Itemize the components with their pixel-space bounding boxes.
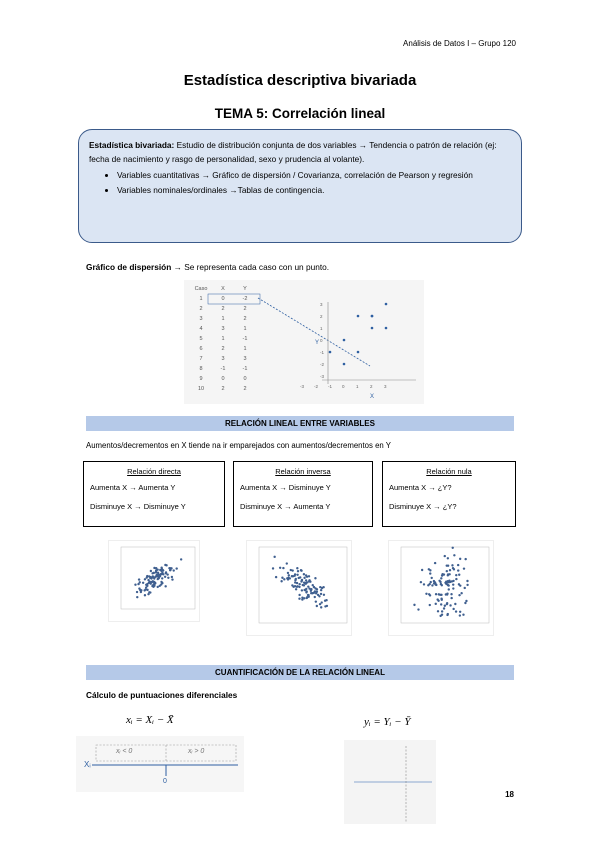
thumb-point — [149, 591, 151, 593]
thumb-point — [171, 576, 173, 578]
scatter-points — [329, 303, 388, 366]
thumb-point — [445, 583, 447, 585]
table-cell: -1 — [242, 336, 248, 342]
thumb-point — [435, 603, 437, 605]
thumb-point — [308, 575, 310, 577]
scatter-point — [357, 315, 360, 318]
table-cell: 2 — [221, 346, 225, 352]
thumb-point — [152, 580, 154, 582]
table-header-cell: X — [221, 286, 225, 292]
thumb-point — [173, 569, 175, 571]
thumb-point — [309, 580, 311, 582]
thumb-point — [447, 584, 449, 586]
thumb-point — [435, 593, 437, 595]
table-header-cell: Y — [243, 286, 247, 292]
relation-line: Disminuye X → ¿Y? — [389, 502, 457, 511]
x-axis-label: X — [370, 394, 375, 400]
table-cell: 1 — [221, 336, 225, 342]
thumb-point — [170, 567, 172, 569]
thumb-point — [434, 581, 436, 583]
y-tick-label: 2 — [320, 314, 323, 319]
thumb-point — [450, 597, 452, 599]
relation-direct-box — [83, 461, 225, 527]
thumb-point — [323, 594, 325, 596]
thumb-point — [449, 604, 451, 606]
thumb-point — [294, 579, 296, 581]
thumb-point — [136, 596, 138, 598]
thumb-point — [439, 615, 441, 617]
thumb-point — [464, 602, 466, 604]
thumb-point — [138, 578, 140, 580]
thumb-point — [452, 583, 454, 585]
relation-line: Disminuye X → Aumenta Y — [240, 502, 331, 511]
thumb-point — [455, 578, 457, 580]
thumb-point — [272, 567, 274, 569]
thumb-point — [296, 574, 298, 576]
y-axis-label: Y — [315, 340, 320, 346]
thumb-point — [145, 584, 147, 586]
thumb-point — [310, 590, 312, 592]
thumb-point — [153, 572, 155, 574]
scatter-point — [371, 327, 374, 330]
thumb-point — [423, 583, 425, 585]
thumb-point — [146, 576, 148, 578]
thumb-point — [431, 577, 433, 579]
section-band-relation: RELACIÓN LINEAL ENTRE VARIABLES — [86, 416, 514, 431]
table-cell: 2 — [243, 306, 247, 312]
thumb-point — [303, 573, 305, 575]
thumb-point — [449, 569, 451, 571]
thumb-point — [440, 594, 442, 596]
thumb-point — [298, 583, 300, 585]
y-tick-label: -2 — [320, 362, 325, 367]
thumb-point — [452, 547, 454, 549]
thumb-point — [155, 571, 157, 573]
thumb-point — [431, 584, 433, 586]
thumb-point — [305, 591, 307, 593]
table-cell: 10 — [197, 386, 205, 392]
thumb-point — [466, 580, 468, 582]
thumb-point — [296, 567, 298, 569]
thumb-point — [294, 581, 296, 583]
thumb-point — [315, 592, 317, 594]
y-tick-label: 0 — [320, 338, 323, 343]
table-cell: 1 — [199, 296, 203, 302]
thumb-point — [138, 587, 140, 589]
thumb-point — [421, 569, 423, 571]
thumb-point — [441, 574, 443, 576]
x-tick-label: -3 — [300, 384, 305, 389]
thumb-point — [301, 589, 303, 591]
thumb-point — [417, 608, 419, 610]
relation-line: Disminuye X → Disminuye Y — [90, 502, 186, 511]
thumb-point — [322, 586, 324, 588]
thumb-point — [286, 562, 288, 564]
table-cell: 2 — [221, 306, 225, 312]
scatter-label — [86, 262, 329, 272]
table-cell: 1 — [243, 326, 247, 332]
thumb-point — [413, 604, 415, 606]
thumb-point — [460, 592, 462, 594]
number-line — [76, 736, 244, 792]
y-diff-figure — [344, 740, 436, 824]
thumb-point — [454, 603, 456, 605]
scatter-label-text: → Se representa cada caso con un punto. — [171, 262, 330, 272]
thumb-point — [275, 576, 277, 578]
thumb-point — [465, 600, 467, 602]
number-line-figure — [76, 736, 244, 792]
x-tick-label: -1 — [328, 384, 333, 389]
relation-null-box — [382, 461, 516, 527]
relation-title: Relación nula — [426, 467, 472, 476]
thumb-point — [298, 594, 300, 596]
thumb-point — [429, 572, 431, 574]
thumb-point — [149, 577, 151, 579]
table-cell: -2 — [242, 296, 248, 302]
table-cell: 2 — [243, 386, 247, 392]
thumb-point — [175, 567, 177, 569]
thumb-point — [293, 575, 295, 577]
table-cell: 2 — [199, 306, 203, 312]
thumb-point — [297, 570, 299, 572]
thumb-point — [464, 587, 466, 589]
thumb-point — [459, 558, 461, 560]
thumb-point — [439, 581, 441, 583]
scatter-point — [385, 303, 388, 306]
thumb-point — [320, 589, 322, 591]
thumb-point — [314, 587, 316, 589]
thumb-point — [296, 585, 298, 587]
y-tick-label: 1 — [320, 326, 323, 331]
thumb-point — [155, 575, 157, 577]
table-cell: -1 — [220, 366, 226, 372]
thumb-point — [446, 570, 448, 572]
thumb-point — [164, 585, 166, 587]
thumb-point — [166, 573, 168, 575]
thumb-point — [287, 572, 289, 574]
table-cell: 1 — [221, 316, 225, 322]
thumb-point — [447, 573, 449, 575]
table-cell: 9 — [199, 376, 203, 382]
thumb-point — [155, 567, 157, 569]
thumb-point — [438, 593, 440, 595]
table-cell: 0 — [221, 296, 225, 302]
relation-title: Relación inversa — [275, 467, 331, 476]
x-tick-label: 3 — [384, 384, 387, 389]
thumb-point — [437, 600, 439, 602]
thumb-point — [451, 564, 453, 566]
thumb-point — [459, 614, 461, 616]
thumb-point — [161, 577, 163, 579]
thumb-point — [299, 576, 301, 578]
thumb-point — [168, 567, 170, 569]
intro-bullet: • Variables cuantitativas → Gráfico de dispersión / Covarianza, correlación de Pearson y regresión — [117, 168, 511, 182]
thumb-point — [462, 614, 464, 616]
course-header: Análisis de Datos I – Grupo 120 — [403, 39, 516, 48]
thumb-point — [320, 606, 322, 608]
thumb-point — [430, 581, 432, 583]
thumb-point — [281, 577, 283, 579]
thumb-point — [305, 583, 307, 585]
table-cell: 3 — [221, 356, 225, 362]
thumb-point — [325, 599, 327, 601]
highlight-row — [208, 294, 260, 304]
x-tick-label: 1 — [356, 384, 359, 389]
thumb-point — [171, 578, 173, 580]
thumb-point — [463, 567, 465, 569]
thumb-point — [464, 558, 466, 560]
thumb-point — [446, 602, 448, 604]
page-title: Estadística descriptiva bivariada — [183, 72, 417, 89]
thumb-point — [161, 582, 163, 584]
connector-line — [258, 298, 370, 366]
scatter-point — [371, 315, 374, 318]
neg-region-label: xᵢ < 0 — [116, 748, 133, 755]
y-tick-label: -1 — [320, 350, 325, 355]
scatter-point — [385, 327, 388, 330]
intro-text: Estudio de distribución conjunta de dos variables → Tendencia o patrón de relación (ej: fecha de nacimiento y rasgo de personalidad, sexo y prudencia al volante). — [89, 140, 497, 164]
thumb-point — [160, 567, 162, 569]
thumb-point — [139, 581, 141, 583]
thumb-point — [447, 565, 449, 567]
thumb-point — [140, 591, 142, 593]
thumb-point — [440, 603, 442, 605]
intro-lead: Estadística bivariada: — [89, 140, 175, 150]
thumb-point — [453, 568, 455, 570]
thumb-point — [142, 582, 144, 584]
scatter-point — [343, 363, 346, 366]
y-tick-label: 3 — [320, 302, 323, 307]
thumb-point — [459, 611, 461, 613]
thumb-point — [153, 583, 155, 585]
y-tick-label: -3 — [320, 374, 325, 379]
thumb-point — [437, 610, 439, 612]
relation-inverse-box — [233, 461, 373, 527]
x-tick-label: 0 — [342, 384, 345, 389]
thumb-point — [447, 557, 449, 559]
table-cell: 7 — [199, 356, 203, 362]
relation-intro: Aumentos/decrementos en X tiende na ir emparejados con aumentos/decrementos en Y — [86, 441, 391, 450]
scatter-illustration — [184, 280, 424, 404]
table-cell: 3 — [221, 326, 225, 332]
thumb-point — [448, 588, 450, 590]
table-cell: -1 — [242, 366, 248, 372]
scatter-label-bold: Gráfico de dispersión — [86, 262, 172, 272]
thumb-point — [294, 585, 296, 587]
thumb-point — [282, 567, 284, 569]
thumb-point — [428, 568, 430, 570]
scatter-thumb-null — [388, 540, 494, 636]
thumb-point — [150, 570, 152, 572]
thumb-point — [445, 580, 447, 582]
relation-title: Relación directa — [127, 467, 181, 476]
thumb-point — [303, 584, 305, 586]
thumb-point — [295, 588, 297, 590]
thumb-point — [300, 580, 302, 582]
table-header-cell: Caso — [194, 286, 208, 292]
thumb-point — [450, 593, 452, 595]
table-cell: 3 — [199, 316, 203, 322]
relation-line: Aumenta X → Disminuye Y — [240, 483, 331, 492]
thumb-point — [455, 610, 457, 612]
thumb-point — [303, 577, 305, 579]
thumb-point — [319, 603, 321, 605]
intro-box — [78, 129, 522, 243]
thumb-point — [444, 605, 446, 607]
thumb-point — [453, 554, 455, 556]
table-cell: 4 — [199, 326, 203, 332]
intro-bullet: • Variables nominales/ordinales →Tablas de contingencia. — [117, 183, 511, 197]
thumb-point — [167, 577, 169, 579]
thumb-point — [435, 584, 437, 586]
thumb-point — [447, 613, 449, 615]
thumb-point — [455, 574, 457, 576]
topic-subtitle: TEMA 5: Correlación lineal — [214, 106, 386, 121]
thumb-point — [434, 562, 436, 564]
zero-label: 0 — [163, 778, 167, 785]
scatter-plot — [184, 280, 424, 404]
plot-frame — [401, 547, 489, 623]
formula-x: xᵢ = Xᵢ − X̄ — [126, 714, 174, 726]
thumb-point — [164, 564, 166, 566]
thumb-point — [326, 605, 328, 607]
thumb-point — [144, 594, 146, 596]
thumb-point — [429, 594, 431, 596]
thumb-point — [144, 588, 146, 590]
axis-ticks — [300, 302, 387, 389]
table-cell: 8 — [199, 366, 203, 372]
table-cell: 0 — [243, 376, 247, 382]
thumb-point — [289, 577, 291, 579]
y-diff-plot — [344, 740, 436, 824]
thumb-point — [317, 594, 319, 596]
formula-y: yᵢ = Yᵢ − Ȳ — [364, 716, 411, 728]
thumb-point — [441, 584, 443, 586]
table-cell: 2 — [221, 386, 225, 392]
thumb-point — [300, 569, 302, 571]
thumb-point — [315, 600, 317, 602]
thumb-point — [147, 579, 149, 581]
thumb-point — [279, 567, 281, 569]
thumb-point — [159, 585, 161, 587]
thumb-point — [443, 607, 445, 609]
thumb-point — [280, 580, 282, 582]
scatter-point — [329, 351, 332, 354]
intro-bullets — [89, 168, 511, 197]
thumb-point — [134, 584, 136, 586]
thumb-point — [457, 569, 459, 571]
x-tick-label: 2 — [370, 384, 373, 389]
thumb-point — [466, 584, 468, 586]
thumb-point — [291, 584, 293, 586]
thumb-point — [444, 555, 446, 557]
table-cell: 3 — [243, 356, 247, 362]
thumb-point — [305, 574, 307, 576]
scatter-point — [343, 339, 346, 342]
thumb-point — [157, 576, 159, 578]
relation-line: Aumenta X → Aumenta Y — [90, 483, 176, 492]
section-band-quantification: CUANTIFICACIÓN DE LA RELACIÓN LINEAL — [86, 665, 514, 680]
thumb-point — [164, 576, 166, 578]
thumb-point — [290, 569, 292, 571]
thumb-point — [283, 578, 285, 580]
thumb-point — [452, 608, 454, 610]
thumb-point — [136, 591, 138, 593]
thumb-point — [448, 581, 450, 583]
thumb-point — [459, 584, 461, 586]
table-cell: 5 — [199, 336, 203, 342]
thumb-point — [316, 605, 318, 607]
thumb-point — [425, 593, 427, 595]
calc-label: Cálculo de puntuaciones diferenciales — [86, 690, 238, 700]
x-tick-label: -2 — [314, 384, 319, 389]
thumb-point — [446, 592, 448, 594]
thumb-point — [152, 576, 154, 578]
thumb-point — [440, 598, 442, 600]
thumb-point — [180, 558, 182, 560]
thumb-point — [427, 584, 429, 586]
thumb-point — [303, 589, 305, 591]
thumb-point — [307, 594, 309, 596]
thumb-point — [149, 581, 151, 583]
scatter-thumb-positive — [108, 540, 200, 622]
thumb-point — [298, 598, 300, 600]
table-cell: 2 — [243, 316, 247, 322]
page-number: 18 — [505, 790, 514, 799]
thumb-point — [457, 564, 459, 566]
pos-region-label: xᵢ > 0 — [188, 748, 205, 755]
thumb-point — [320, 593, 322, 595]
thumb-point — [452, 587, 454, 589]
thumb-point — [273, 556, 275, 558]
thumb-point — [301, 597, 303, 599]
table-cell: 1 — [243, 346, 247, 352]
thumb-point — [458, 574, 460, 576]
table-cell: 6 — [199, 346, 203, 352]
table-cell: 0 — [221, 376, 225, 382]
thumb-point — [458, 594, 460, 596]
relation-line: Aumenta X → ¿Y? — [389, 483, 452, 492]
thumb-point — [288, 574, 290, 576]
thumb-point — [159, 569, 161, 571]
thumb-point — [440, 577, 442, 579]
axis-label: Xᵢ — [84, 760, 91, 769]
thumb-point — [314, 596, 316, 598]
scatter-thumb-negative — [246, 540, 352, 636]
intro-paragraph — [89, 138, 511, 166]
scatter-point — [357, 351, 360, 354]
thumb-point — [314, 577, 316, 579]
thumb-point — [441, 610, 443, 612]
thumb-point — [144, 578, 146, 580]
thumb-point — [160, 573, 162, 575]
thumb-point — [420, 581, 422, 583]
thumb-point — [429, 604, 431, 606]
